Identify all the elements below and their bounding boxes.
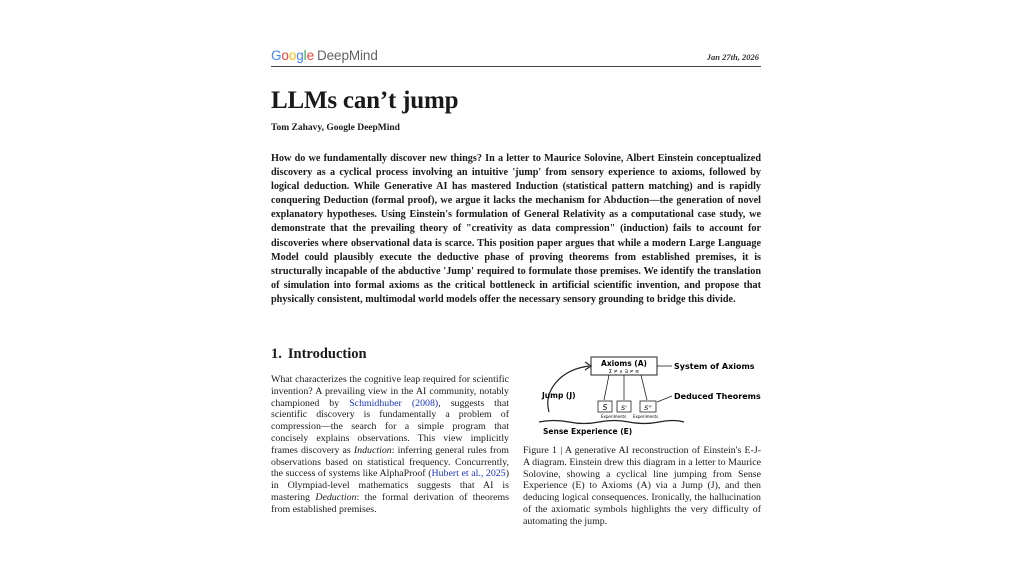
section-title: Introduction <box>287 346 367 362</box>
intro-text: : the formal derivation of theorems from established premises. <box>271 491 509 515</box>
intro-emphasis: Deduction <box>315 491 357 503</box>
jump-label: Jump (J) <box>542 391 576 400</box>
theorem-s-prime: S' <box>621 404 627 412</box>
axioms-symbols: Σ ≠ ∧ ∃ ≠ ≡ <box>608 369 640 375</box>
paper-title: LLMs can’t jump <box>271 87 459 114</box>
intro-text: ) in Olympiad-level mathematics suggests that AI is mastering <box>271 468 509 503</box>
theorem-s-double-prime: S'' <box>644 404 652 412</box>
page-header <box>271 44 761 67</box>
section-number: 1. <box>271 346 282 362</box>
intro-text: : inferring general rules from observations based on statistical frequency. Concurrently, the success of systems like AlphaProof ( <box>271 444 509 480</box>
intro-paragraph <box>271 374 509 516</box>
abstract: How do we fundamentally discover new things? In a letter to Maurice Solovine, Albert Einstein conceptualized discovery as a cyclical process involving an intuitive 'jump' from sensory experience to axioms, followed by logical deduction. While Generative AI has mastered Induction (statistical pattern matching) and is rapidly conquering Deduction (formal proof), we argue it lacks the mechanism for Abduction—the generation of novel explanatory hypotheses. Using Einstein's formulation of General Relativity as a computational case study, we demonstrate that the prevailing theory of "creativity as data compression" (induction) fails to account for discoveries where observational data is scarce. This position paper argues that while a modern Large Language Model could plausibly execute the deductive phase of proving theorems from established premises, it is structurally incapable of the abductive 'Jump' required to formulate those premises. We identify the translation of simulation into formal axioms as the critical bottleneck in artificial scientific invention, and propose that physically consistent, multimodal world models offer the necessary sensory grounding to bridge this divide. <box>271 153 761 305</box>
deduction-arrow-1 <box>604 375 609 400</box>
experiments-label-1: Experiments <box>601 414 627 419</box>
figure-caption: Figure 1 | A generative AI reconstruction of Einstein's E-J-A diagram. Einstein drew this diagram in a letter to Maurice Solovine, showing a cyclical line jumping from Sense Experience (E) to Axioms (A) via a Jump (J), and then deducing logical consequences. Ironically, the hallucination of the axiomatic symbols highlights the very difficulty of automating the jump. <box>523 445 761 527</box>
intro-text: , suggests that scientific discovery is fundamentally a problem of compression—the search for a simple program that concisely explains observations. This view implicitly frames discovery as <box>271 397 509 456</box>
intro-text: What characterizes the cognitive leap required for scientific invention? A prevailing view in the AI community, notably championed by <box>271 374 509 409</box>
google-deepmind-logo <box>271 48 378 63</box>
section-heading <box>271 346 367 363</box>
system-of-axioms-label: System of Axioms <box>674 362 755 371</box>
axioms-label: Axioms (A) <box>601 359 647 368</box>
citation-link-hubert[interactable]: Hubert et al., 2025 <box>431 468 506 480</box>
jump-arc <box>548 366 589 412</box>
theorem-s: S <box>602 403 608 412</box>
eja-diagram-figure <box>529 354 761 436</box>
citation-link-schmidhuber[interactable]: Schmidhuber (2008) <box>349 397 439 409</box>
paper-page <box>271 44 761 544</box>
logo-deepmind-text: DeepMind <box>317 48 378 63</box>
theorems-pointer <box>657 396 672 402</box>
experiments-label-2: Experiments <box>633 414 659 419</box>
logo-google-text: Google <box>271 48 314 63</box>
sense-experience-label: Sense Experience (E) <box>543 427 633 436</box>
deduction-arrow-3 <box>641 375 647 400</box>
deduced-theorems-label: Deduced Theorems <box>674 392 761 401</box>
intro-emphasis: Induction <box>353 444 392 456</box>
sense-experience-line <box>539 421 684 424</box>
publication-date: Jan 27th, 2026 <box>706 52 759 62</box>
paper-author: Tom Zahavy, Google DeepMind <box>271 123 400 133</box>
